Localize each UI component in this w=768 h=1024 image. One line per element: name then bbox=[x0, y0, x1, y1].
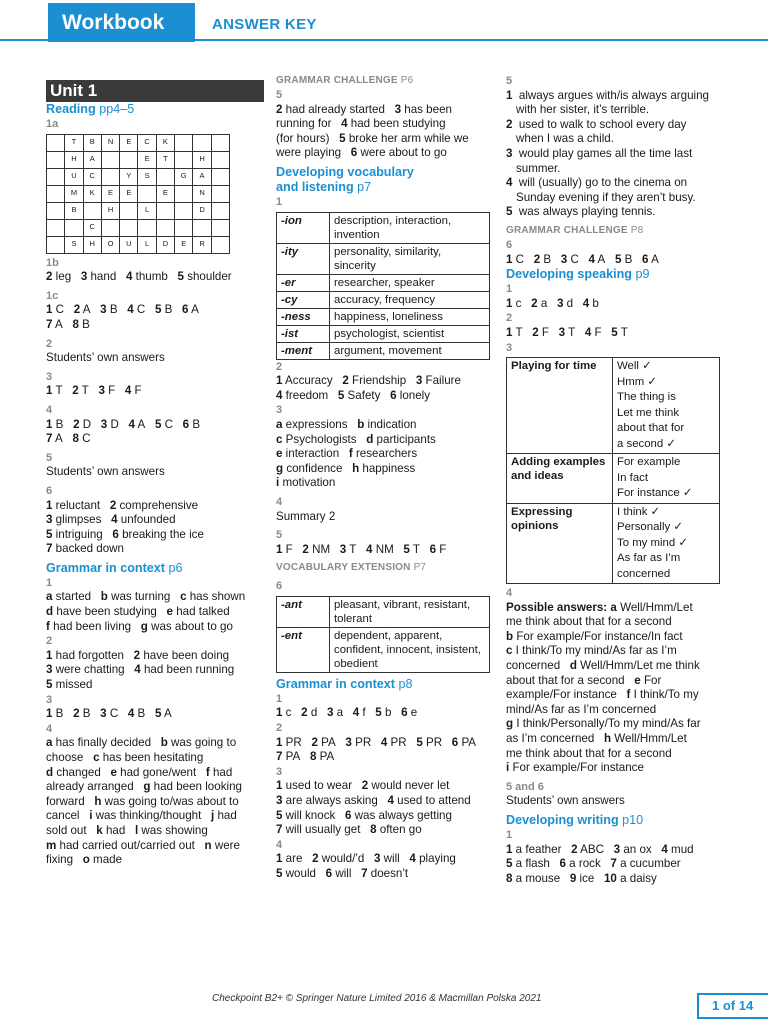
phrases-cell bbox=[613, 503, 720, 584]
answer-line: 7 backed down bbox=[46, 542, 124, 556]
answer-item: 2 used to walk to school every day when I was a child. bbox=[506, 117, 687, 146]
answer-line: 1 B 2 D 3 D 4 A 5 C 6 B bbox=[46, 417, 201, 431]
answer-line: 3 were chatting 4 had been running bbox=[46, 663, 235, 677]
answer-line: running for 4 had been studying bbox=[276, 117, 446, 131]
header-bar bbox=[0, 0, 768, 45]
wordsearch-cell bbox=[120, 151, 138, 168]
wordsearch-cell: B bbox=[83, 134, 101, 151]
table-row bbox=[507, 454, 720, 504]
wordsearch-cell bbox=[193, 134, 211, 151]
wordsearch-cell: R bbox=[193, 236, 211, 253]
wordsearch-cell: E bbox=[101, 185, 119, 202]
phrase: For instance ✓ bbox=[617, 487, 693, 500]
wordsearch-cell bbox=[211, 236, 229, 253]
wordsearch-cell bbox=[211, 168, 229, 185]
exercise-number: 3 bbox=[506, 341, 513, 354]
answer-item: 1 always argues with/is always arguing with her sister, it’s terrible. bbox=[506, 88, 709, 117]
wordsearch-row bbox=[47, 151, 230, 168]
answer-line: Students’ own answers bbox=[46, 465, 165, 479]
wordsearch-cell: L bbox=[138, 236, 156, 253]
answer-line: 1 used to wear 2 would never let bbox=[276, 779, 450, 793]
wordsearch-row bbox=[47, 168, 230, 185]
answer-item: 3 would play games all the time last summer. bbox=[506, 146, 693, 175]
wordsearch-cell bbox=[101, 168, 119, 185]
exercise-number: 5 bbox=[276, 529, 283, 542]
answer-line: 1 F 2 NM 3 T 4 NM 5 T 6 F bbox=[276, 542, 447, 556]
page-number: 1 of 14 bbox=[697, 993, 768, 1019]
words-cell: researcher, speaker bbox=[330, 274, 490, 291]
wordsearch-cell bbox=[47, 219, 65, 236]
words-cell: argument, movement bbox=[330, 342, 490, 359]
answer-line: already arranged g had been looking bbox=[46, 780, 242, 794]
phrase: For example bbox=[617, 456, 681, 469]
answer-line: a started b was turning c has shown bbox=[46, 590, 246, 604]
answer-line: 1 T 2 T 3 F 4 F bbox=[46, 384, 142, 398]
category-cell: Adding examples and ideas bbox=[507, 454, 613, 504]
unit-title: Unit 1 bbox=[46, 80, 264, 102]
wordsearch-cell: H bbox=[65, 151, 83, 168]
answer-line: 1 C 2 B 3 C 4 A 5 B 6 A bbox=[506, 252, 659, 266]
wordsearch-cell: H bbox=[193, 151, 211, 168]
wordsearch-cell: K bbox=[156, 134, 174, 151]
wordsearch-cell bbox=[138, 219, 156, 236]
wordsearch-cell: E bbox=[138, 151, 156, 168]
wordsearch-cell: T bbox=[156, 151, 174, 168]
phrase: a second ✓ bbox=[617, 437, 676, 450]
wordsearch-cell bbox=[156, 219, 174, 236]
answer-line: i For example/For instance bbox=[506, 761, 644, 775]
exercise-number: 4 bbox=[276, 495, 283, 508]
wordsearch-cell bbox=[120, 202, 138, 219]
answer-block bbox=[276, 374, 492, 403]
section-vocabulary-extension: VOCABULARY EXTENSION P7 bbox=[276, 562, 427, 574]
answer-line: 5 would 6 will 7 doesn’t bbox=[276, 867, 409, 880]
answer-line: e interaction f researchers bbox=[276, 447, 418, 461]
wordsearch-cell bbox=[47, 202, 65, 219]
answer-line: g I think/Personally/To my mind/As far bbox=[506, 717, 701, 731]
exercise-number: 2 bbox=[46, 337, 53, 350]
answer-line: fixing o made bbox=[46, 853, 123, 867]
wordsearch-cell bbox=[83, 202, 101, 219]
wordsearch-cell bbox=[156, 168, 174, 185]
table-row bbox=[277, 308, 490, 325]
wordsearch-cell: E bbox=[120, 134, 138, 151]
answer-line: c I think/To my mind/As far as I’m bbox=[506, 644, 677, 658]
section-grammar-in-context: Grammar in context p6 bbox=[46, 560, 183, 575]
phrases-cell bbox=[613, 454, 720, 504]
exercise-number: 5 bbox=[276, 89, 283, 101]
wordsearch-cell: M bbox=[65, 185, 83, 202]
words-cell: description, interaction, invention bbox=[330, 212, 490, 243]
answer-line: 1 had forgotten 2 have been doing bbox=[46, 648, 230, 662]
answer-block bbox=[506, 89, 722, 220]
wordsearch-cell bbox=[211, 185, 229, 202]
answer-line: 5 intriguing 6 breaking the ice bbox=[46, 527, 204, 541]
wordsearch-cell: S bbox=[65, 236, 83, 253]
wordsearch-cell: S bbox=[138, 168, 156, 185]
wordsearch-cell bbox=[65, 219, 83, 236]
wordsearch-cell bbox=[156, 202, 174, 219]
answer-key-label: ANSWER KEY bbox=[212, 16, 317, 33]
answer-line: b For example/For instance/In fact bbox=[506, 629, 683, 643]
exercise-number: 2 bbox=[506, 312, 513, 325]
wordsearch-cell: A bbox=[83, 151, 101, 168]
answer-line: i motivation bbox=[276, 476, 336, 490]
answer-line: Summary 2 bbox=[276, 509, 336, 523]
exercise-number: 5 bbox=[506, 75, 513, 87]
exercise-number: 3 bbox=[276, 765, 283, 778]
answer-line: g confidence h happiness bbox=[276, 461, 416, 475]
exercise-number: 6 bbox=[506, 238, 513, 251]
suffix-table bbox=[276, 212, 490, 360]
suffix-cell: -ness bbox=[277, 308, 330, 325]
wordsearch-cell bbox=[47, 151, 65, 168]
suffix-cell: -ment bbox=[277, 342, 330, 359]
vocab-extension-table bbox=[276, 596, 490, 673]
exercise-number: 1b bbox=[46, 256, 59, 269]
answer-block bbox=[506, 601, 722, 776]
column-3 bbox=[506, 74, 722, 886]
exercise-number: 2 bbox=[276, 360, 283, 373]
answer-line: Possible answers: a Well/Hmm/Let bbox=[506, 600, 693, 614]
wordsearch-cell: T bbox=[65, 134, 83, 151]
phrase: concerned bbox=[617, 567, 671, 580]
wordsearch-cell bbox=[47, 168, 65, 185]
table-row bbox=[507, 503, 720, 584]
wordsearch-cell: L bbox=[138, 202, 156, 219]
answer-line: 1 B 2 B 3 C 4 B 5 A bbox=[46, 707, 172, 721]
words-cell: psychologist, scientist bbox=[330, 325, 490, 342]
answer-line: cancel i was thinking/thought j had bbox=[46, 809, 237, 823]
answer-line: choose c has been hesitating bbox=[46, 751, 204, 764]
answer-line: a expressions b indication bbox=[276, 417, 417, 431]
wordsearch-cell: N bbox=[101, 134, 119, 151]
table-row bbox=[277, 212, 490, 243]
answer-line: 1 Accuracy 2 Friendship 3 Failure bbox=[276, 374, 461, 388]
answer-line: d have been studying e had talked bbox=[46, 605, 230, 619]
answer-line: 7 A 8 C bbox=[46, 432, 91, 446]
answer-block bbox=[276, 103, 492, 161]
answer-line: (for hours) 5 broke her arm while we bbox=[276, 131, 469, 145]
phrase: The thing is bbox=[617, 391, 676, 404]
wordsearch-cell: O bbox=[101, 236, 119, 253]
answer-block bbox=[46, 649, 264, 693]
answer-line: were playing 6 were about to go bbox=[276, 146, 447, 160]
exercise-number: 4 bbox=[506, 587, 513, 600]
wordsearch-row bbox=[47, 202, 230, 219]
wordsearch-cell bbox=[175, 134, 193, 151]
section-developing-vocabulary: Developing vocabulary and listening p7 bbox=[276, 164, 414, 194]
words-cell: accuracy, frequency bbox=[330, 291, 490, 308]
section-grammar-in-context: Grammar in context p8 bbox=[276, 676, 413, 691]
exercise-number: 1 bbox=[506, 283, 513, 296]
phrase: To my mind ✓ bbox=[617, 536, 688, 549]
words-cell: happiness, loneliness bbox=[330, 308, 490, 325]
answer-line: about that for a second e For bbox=[506, 673, 662, 687]
phrase: I think ✓ bbox=[617, 505, 661, 518]
exercise-number: 3 bbox=[46, 693, 53, 706]
answer-line: m had carried out/carried out n were bbox=[46, 838, 240, 852]
section-developing-writing: Developing writing p10 bbox=[506, 813, 644, 827]
table-row bbox=[277, 243, 490, 274]
suffix-cell: -er bbox=[277, 274, 330, 291]
answer-line: d changed e had gone/went f had bbox=[46, 765, 233, 779]
exercise-number: 1 bbox=[46, 576, 53, 589]
wordsearch-cell: C bbox=[138, 134, 156, 151]
answer-line: concerned d Well/Hmm/Let me think bbox=[506, 659, 700, 673]
wordsearch-cell: H bbox=[83, 236, 101, 253]
exercise-number: 4 bbox=[276, 838, 283, 851]
wordsearch-cell bbox=[175, 185, 193, 202]
answer-line: mind/As far as I’m concerned bbox=[506, 702, 657, 716]
answer-item: 5 was always playing tennis. bbox=[506, 205, 656, 219]
suffix-cell: -ant bbox=[277, 596, 330, 627]
exercise-number: 6 bbox=[276, 580, 283, 593]
suffix-cell: -ion bbox=[277, 212, 330, 243]
wordsearch-row bbox=[47, 219, 230, 236]
answer-line: 1 reluctant 2 comprehensive bbox=[46, 498, 199, 512]
answer-block bbox=[46, 736, 264, 867]
answer-line: 4 freedom 5 Safety 6 lonely bbox=[276, 388, 431, 402]
answer-line: 8 a mouse 9 ice 10 a daisy bbox=[506, 871, 657, 885]
phrase: Well ✓ bbox=[617, 360, 652, 373]
answer-line: f had been living g was about to go bbox=[46, 619, 233, 633]
exercise-number: 4 bbox=[46, 403, 53, 416]
wordsearch-cell: Y bbox=[120, 168, 138, 185]
wordsearch-cell: G bbox=[175, 168, 193, 185]
wordsearch-cell bbox=[47, 236, 65, 253]
answer-line: a has finally decided b was going to bbox=[46, 736, 237, 750]
answer-line: me think about that for a second bbox=[506, 615, 672, 629]
wordsearch-cell: E bbox=[175, 236, 193, 253]
exercise-number: 1 bbox=[276, 195, 283, 208]
table-row bbox=[277, 325, 490, 342]
answer-line: 7 will usually get 8 often go bbox=[276, 823, 422, 837]
wordsearch-cell bbox=[175, 219, 193, 236]
wordsearch-cell bbox=[138, 185, 156, 202]
wordsearch-cell: U bbox=[120, 236, 138, 253]
wordsearch-cell: A bbox=[193, 168, 211, 185]
wordsearch-cell bbox=[211, 151, 229, 168]
answer-line: Students’ own answers bbox=[506, 794, 625, 808]
wordsearch-cell: E bbox=[156, 185, 174, 202]
answer-line: 5 missed bbox=[46, 678, 93, 692]
wordsearch-cell: C bbox=[83, 219, 101, 236]
answer-line: example/For instance f I think/To my bbox=[506, 688, 699, 702]
suffix-cell: -ent bbox=[277, 627, 330, 672]
wordsearch-cell bbox=[101, 219, 119, 236]
wordsearch-cell bbox=[47, 185, 65, 202]
answer-line: 7 A 8 B bbox=[46, 317, 90, 331]
answer-line: 1 C 2 A 3 B 4 C 5 B 6 A bbox=[46, 303, 199, 317]
answer-block bbox=[276, 418, 492, 491]
exercise-number: 1 bbox=[276, 692, 283, 705]
phrase: Let me think bbox=[617, 406, 680, 419]
answer-line: 1 are 2 would/’d 3 will 4 playing bbox=[276, 852, 456, 866]
phrase: Personally ✓ bbox=[617, 521, 683, 534]
answer-line: 5 a flash 6 a rock 7 a cucumber bbox=[506, 857, 681, 871]
section-developing-speaking: Developing speaking p9 bbox=[506, 267, 650, 282]
answer-line: 3 are always asking 4 used to attend bbox=[276, 794, 471, 808]
exercise-number: 5 bbox=[46, 451, 53, 464]
answer-line: sold out k had l was showing bbox=[46, 823, 208, 837]
table-row bbox=[277, 274, 490, 291]
suffix-cell: -cy bbox=[277, 291, 330, 308]
exercise-number: 1a bbox=[46, 118, 59, 130]
column-2 bbox=[276, 74, 492, 882]
suffix-cell: -ity bbox=[277, 243, 330, 274]
wordsearch-cell bbox=[211, 202, 229, 219]
category-cell: Expressing opinions bbox=[507, 503, 613, 584]
exercise-number: 2 bbox=[276, 722, 283, 735]
phrases-cell bbox=[613, 358, 720, 454]
words-cell: pleasant, vibrant, resistant, tolerant bbox=[330, 596, 490, 627]
column-1 bbox=[46, 74, 264, 868]
table-row bbox=[277, 627, 490, 672]
footer-copyright: Checkpoint B2+ © Springer Nature Limited 2016 & Macmillan Polska 2021 bbox=[212, 993, 542, 1004]
exercise-number: 1 bbox=[506, 829, 513, 841]
table-row bbox=[277, 342, 490, 359]
answer-block bbox=[46, 590, 264, 634]
wordsearch-cell bbox=[47, 134, 65, 151]
wordsearch-cell: D bbox=[193, 202, 211, 219]
answer-line: forward h was going to/was about to bbox=[46, 794, 239, 808]
answer-line: 3 glimpses 4 unfounded bbox=[46, 513, 176, 527]
words-cell: personality, similarity, sincerity bbox=[330, 243, 490, 274]
wordsearch-cell: B bbox=[65, 202, 83, 219]
answer-block bbox=[506, 843, 722, 887]
workbook-label: Workbook bbox=[48, 3, 195, 42]
wordsearch-cell: H bbox=[101, 202, 119, 219]
exercise-number: 4 bbox=[46, 722, 53, 735]
wordsearch-cell: D bbox=[156, 236, 174, 253]
answer-line: 1 c 2 d 3 a 4 f 5 b 6 e bbox=[276, 706, 418, 720]
answer-block bbox=[276, 779, 492, 837]
wordsearch-cell: E bbox=[120, 185, 138, 202]
exercise-number: 3 bbox=[46, 370, 53, 383]
table-row bbox=[277, 291, 490, 308]
answer-line: c Psychologists d participants bbox=[276, 432, 436, 446]
wordsearch-grid bbox=[46, 134, 230, 254]
answer-line: 7 PA 8 PA bbox=[276, 750, 335, 764]
answer-line: 2 had already started 3 has been bbox=[276, 102, 452, 116]
wordsearch-cell bbox=[211, 134, 229, 151]
answer-line: Students’ own answers bbox=[46, 351, 165, 365]
wordsearch-row bbox=[47, 185, 230, 202]
wordsearch-cell bbox=[211, 219, 229, 236]
wordsearch-row bbox=[47, 236, 230, 253]
wordsearch-cell bbox=[193, 219, 211, 236]
section-grammar-challenge: GRAMMAR CHALLENGE P6 bbox=[276, 75, 414, 86]
wordsearch-cell bbox=[101, 151, 119, 168]
phrase: In fact bbox=[617, 471, 649, 484]
answer-line: me think about that for a second bbox=[506, 746, 672, 760]
exercise-number: 5 and 6 bbox=[506, 780, 544, 793]
phrase: about that for bbox=[617, 422, 685, 435]
answer-item: 4 will (usually) go to the cinema on Sunday evening if they aren’t busy. bbox=[506, 176, 696, 204]
wordsearch-cell: K bbox=[83, 185, 101, 202]
answer-line: 1 c 2 a 3 d 4 b bbox=[506, 296, 599, 310]
exercise-number: 2 bbox=[46, 635, 53, 648]
wordsearch-row bbox=[47, 134, 230, 151]
answer-line: 1 a feather 2 ABC 3 an ox 4 mud bbox=[506, 842, 694, 856]
exercise-number: 1c bbox=[46, 289, 59, 302]
category-cell: Playing for time bbox=[507, 358, 613, 454]
wordsearch-cell: C bbox=[83, 168, 101, 185]
wordsearch-cell: N bbox=[193, 185, 211, 202]
exercise-number: 6 bbox=[46, 484, 53, 497]
section-grammar-challenge: GRAMMAR CHALLENGE P8 bbox=[506, 224, 644, 236]
wordsearch-cell: U bbox=[65, 168, 83, 185]
answer-block bbox=[276, 852, 492, 881]
answer-block bbox=[46, 499, 264, 557]
section-reading: Reading pp4–5 bbox=[46, 102, 135, 116]
answer-line: 1 PR 2 PA 3 PR 4 PR 5 PR 6 PA bbox=[276, 735, 477, 749]
table-row bbox=[507, 358, 720, 454]
wordsearch-cell bbox=[175, 202, 193, 219]
answer-line: 2 leg 3 hand 4 thumb 5 shoulder bbox=[46, 270, 232, 284]
answer-line: 5 will knock 6 was always getting bbox=[276, 808, 452, 822]
exercise-number: 3 bbox=[276, 404, 283, 417]
words-cell: dependent, apparent, confident, innocent, insistent, obedient bbox=[330, 627, 490, 672]
suffix-cell: -ist bbox=[277, 325, 330, 342]
phrase: As far as I’m bbox=[617, 552, 681, 565]
speaking-phrases-table bbox=[506, 357, 720, 584]
table-row bbox=[277, 596, 490, 627]
answer-line: 1 T 2 F 3 T 4 F 5 T bbox=[506, 325, 628, 339]
phrase: Hmm ✓ bbox=[617, 375, 657, 388]
wordsearch-cell bbox=[175, 151, 193, 168]
wordsearch-cell bbox=[120, 219, 138, 236]
answer-line: as I’m concerned h Well/Hmm/Let bbox=[506, 732, 687, 746]
